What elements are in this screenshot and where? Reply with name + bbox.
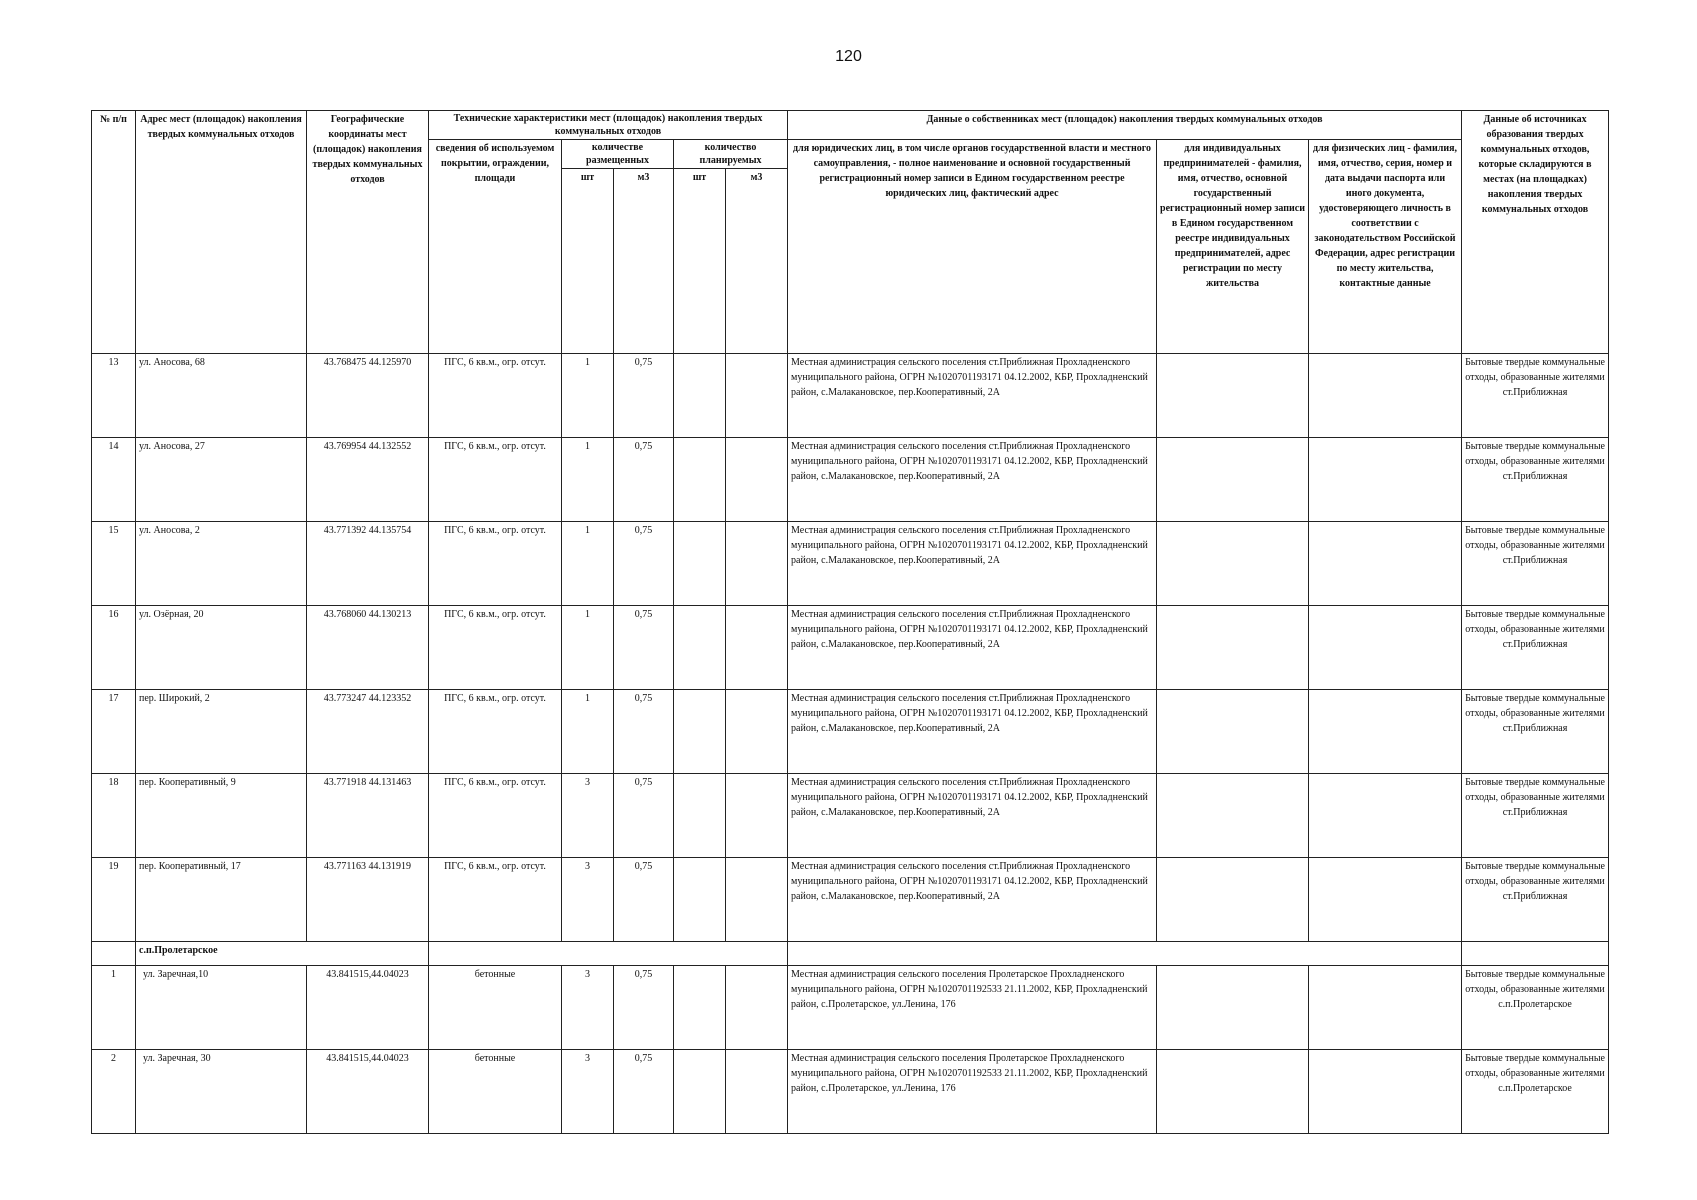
header-qty-planned: количество планируемых [674, 140, 788, 169]
cell-owner-legal: Местная администрация сельского поселения ст.Приближная Прохладненского муниципального района, ОГРН №1020701193171 04.12.2002, КБР, Прохладненский район, с.Малакановское, пер.Кооперативный, 2А [788, 774, 1157, 858]
section-blank [429, 942, 788, 966]
cell-m3-planned [726, 858, 788, 942]
header-m3-planned: м3 [726, 169, 788, 354]
section-title: с.п.Пролетарское [136, 942, 429, 966]
cell-owner-legal: Местная администрация сельского поселения ст.Приближная Прохладненского муниципального района, ОГРН №1020701193171 04.12.2002, КБР, Прохладненский район, с.Малакановское, пер.Кооперативный, 2А [788, 606, 1157, 690]
cell-m3: 0,75 [614, 606, 674, 690]
cell-address: ул. Аносова, 68 [136, 354, 307, 438]
cell-pcs-planned [674, 606, 726, 690]
cell-pcs: 3 [562, 966, 614, 1050]
cell-address: ул. Аносова, 27 [136, 438, 307, 522]
cell-owner-ip [1157, 522, 1309, 606]
cell-source: Бытовые твердые коммунальные отходы, образованные жителями ст.Приближная [1462, 354, 1609, 438]
cell-owner-phys [1309, 858, 1462, 942]
header-phys: для физических лиц - фамилия, имя, отчество, серия, номер и дата выдачи паспорта или иного документа, удостоверяющего личность в соответствии с законодательством Российской Федерации, адрес регистрации по месту жительства, контактные данные [1309, 140, 1462, 354]
cell-address: пер. Кооперативный, 17 [136, 858, 307, 942]
cell-cover: ПГС, 6 кв.м., огр. отсут. [429, 690, 562, 774]
cell-pcs: 1 [562, 354, 614, 438]
header-pcs: шт [562, 169, 614, 354]
cell-cover: бетонные [429, 966, 562, 1050]
cell-m3-planned [726, 354, 788, 438]
cell-address: ул. Озёрная, 20 [136, 606, 307, 690]
cell-owner-legal: Местная администрация сельского поселения ст.Приближная Прохладненского муниципального района, ОГРН №1020701193171 04.12.2002, КБР, Прохладненский район, с.Малакановское, пер.Кооперативный, 2А [788, 522, 1157, 606]
cell-pcs-planned [674, 858, 726, 942]
cell-pcs-planned [674, 354, 726, 438]
cell-owner-legal: Местная администрация сельского поселения ст.Приближная Прохладненского муниципального района, ОГРН №1020701193171 04.12.2002, КБР, Прохладненский район, с.Малакановское, пер.Кооперативный, 2А [788, 858, 1157, 942]
cell-pcs-planned [674, 1050, 726, 1134]
table-row [92, 1050, 1609, 1134]
cell-m3-planned [726, 966, 788, 1050]
cell-pcs: 3 [562, 858, 614, 942]
cell-owner-phys [1309, 354, 1462, 438]
cell-coords: 43.771163 44.131919 [307, 858, 429, 942]
cell-no: 14 [92, 438, 136, 522]
cell-owner-phys [1309, 690, 1462, 774]
section-blank [92, 942, 136, 966]
header-coords: Географические координаты мест (площадок) накопления твердых коммунальных отходов [307, 111, 429, 354]
cell-coords: 43.841515,44.04023 [307, 1050, 429, 1134]
cell-cover: ПГС, 6 кв.м., огр. отсут. [429, 354, 562, 438]
cell-owner-phys [1309, 774, 1462, 858]
cell-cover: ПГС, 6 кв.м., огр. отсут. [429, 606, 562, 690]
cell-m3-planned [726, 1050, 788, 1134]
cell-coords: 43.771392 44.135754 [307, 522, 429, 606]
cell-no: 19 [92, 858, 136, 942]
cell-no: 18 [92, 774, 136, 858]
cell-cover: ПГС, 6 кв.м., огр. отсут. [429, 522, 562, 606]
cell-m3: 0,75 [614, 966, 674, 1050]
cell-owner-legal: Местная администрация сельского поселения ст.Приближная Прохладненского муниципального района, ОГРН №1020701193171 04.12.2002, КБР, Прохладненский район, с.Малакановское, пер.Кооперативный, 2А [788, 354, 1157, 438]
header-sources: Данные об источниках образования твердых коммунальных отходов, которые складируются в местах (на площадках) накопления твердых коммунальных отходов [1462, 111, 1609, 354]
cell-owner-legal: Местная администрация сельского поселения ст.Приближная Прохладненского муниципального района, ОГРН №1020701193171 04.12.2002, КБР, Прохладненский район, с.Малакановское, пер.Кооперативный, 2А [788, 438, 1157, 522]
waste-sites-table [91, 110, 1609, 1134]
cell-cover: бетонные [429, 1050, 562, 1134]
table-row [92, 606, 1609, 690]
header-m3: м3 [614, 169, 674, 354]
section-blank [788, 942, 1462, 966]
cell-pcs: 1 [562, 606, 614, 690]
cell-source: Бытовые твердые коммунальные отходы, образованные жителями ст.Приближная [1462, 774, 1609, 858]
cell-m3-planned [726, 522, 788, 606]
cell-owner-legal: Местная администрация сельского поселения ст.Приближная Прохладненского муниципального района, ОГРН №1020701193171 04.12.2002, КБР, Прохладненский район, с.Малакановское, пер.Кооперативный, 2А [788, 690, 1157, 774]
table-row [92, 354, 1609, 438]
cell-m3: 0,75 [614, 438, 674, 522]
cell-coords: 43.771918 44.131463 [307, 774, 429, 858]
cell-source: Бытовые твердые коммунальные отходы, образованные жителями ст.Приближная [1462, 690, 1609, 774]
cell-no: 2 [92, 1050, 136, 1134]
page-number: 120 [835, 48, 862, 65]
table-row [92, 438, 1609, 522]
header-no: № п/п [92, 111, 136, 354]
cell-pcs-planned [674, 438, 726, 522]
cell-owner-phys [1309, 606, 1462, 690]
table-row [92, 522, 1609, 606]
cell-owner-phys [1309, 522, 1462, 606]
cell-pcs-planned [674, 690, 726, 774]
cell-owner-legal: Местная администрация сельского поселения Пролетарское Прохладненского муниципального района, ОГРН №1020701192533 21.11.2002, КБР, Прохладненский район, с.Пролетарское, ул.Ленина, 176 [788, 966, 1157, 1050]
cell-source: Бытовые твердые коммунальные отходы, образованные жителями ст.Приближная [1462, 606, 1609, 690]
header-legal: для юридических лиц, в том числе органов государственной власти и местного самоуправления, - полное наименование и основной государственный регистрационный номер записи в Едином государственном реестре юридических лиц, фактический адрес [788, 140, 1157, 354]
cell-owner-ip [1157, 690, 1309, 774]
cell-address: ул. Заречная,10 [136, 966, 307, 1050]
cell-owner-phys [1309, 1050, 1462, 1134]
cell-address: пер. Широкий, 2 [136, 690, 307, 774]
cell-pcs-planned [674, 774, 726, 858]
header-address: Адрес мест (площадок) накопления твердых коммунальных отходов [136, 111, 307, 354]
cell-pcs: 3 [562, 774, 614, 858]
cell-m3: 0,75 [614, 522, 674, 606]
header-tech: Технические характеристики мест (площадок) накопления твердых коммунальных отходов [429, 111, 788, 140]
cell-owner-ip [1157, 858, 1309, 942]
table-row [92, 966, 1609, 1050]
cell-m3-planned [726, 438, 788, 522]
table-row [92, 858, 1609, 942]
cell-owner-ip [1157, 438, 1309, 522]
cell-owner-ip [1157, 1050, 1309, 1134]
table-row [92, 774, 1609, 858]
cell-m3: 0,75 [614, 690, 674, 774]
cell-owner-phys [1309, 438, 1462, 522]
cell-address: ул. Заречная, 30 [136, 1050, 307, 1134]
cell-address: пер. Кооперативный, 9 [136, 774, 307, 858]
cell-source: Бытовые твердые коммунальные отходы, образованные жителями с.п.Пролетарское [1462, 1050, 1609, 1134]
cell-owner-legal: Местная администрация сельского поселения Пролетарское Прохладненского муниципального района, ОГРН №1020701192533 21.11.2002, КБР, Прохладненский район, с.Пролетарское, ул.Ленина, 176 [788, 1050, 1157, 1134]
cell-cover: ПГС, 6 кв.м., огр. отсут. [429, 774, 562, 858]
cell-owner-phys [1309, 966, 1462, 1050]
cell-source: Бытовые твердые коммунальные отходы, образованные жителями ст.Приближная [1462, 522, 1609, 606]
cell-cover: ПГС, 6 кв.м., огр. отсут. [429, 438, 562, 522]
cell-m3-planned [726, 774, 788, 858]
cell-owner-ip [1157, 774, 1309, 858]
cell-m3: 0,75 [614, 858, 674, 942]
cell-owner-ip [1157, 606, 1309, 690]
table-row [92, 690, 1609, 774]
cell-cover: ПГС, 6 кв.м., огр. отсут. [429, 858, 562, 942]
cell-no: 16 [92, 606, 136, 690]
cell-pcs: 3 [562, 1050, 614, 1134]
cell-coords: 43.769954 44.132552 [307, 438, 429, 522]
cell-coords: 43.768060 44.130213 [307, 606, 429, 690]
header-ip: для индивидуальных предпринимателей - фамилия, имя, отчество, основной государственный регистрационный номер записи в Едином государственном реестре индивидуальных предпринимателей, адрес регистрации по месту жительства [1157, 140, 1309, 354]
cell-source: Бытовые твердые коммунальные отходы, образованные жителями ст.Приближная [1462, 438, 1609, 522]
cell-owner-ip [1157, 966, 1309, 1050]
cell-m3: 0,75 [614, 354, 674, 438]
cell-m3: 0,75 [614, 774, 674, 858]
cell-coords: 43.841515,44.04023 [307, 966, 429, 1050]
cell-source: Бытовые твердые коммунальные отходы, образованные жителями с.п.Пролетарское [1462, 966, 1609, 1050]
cell-coords: 43.768475 44.125970 [307, 354, 429, 438]
cell-m3-planned [726, 690, 788, 774]
cell-m3-planned [726, 606, 788, 690]
cell-pcs-planned [674, 522, 726, 606]
cell-no: 15 [92, 522, 136, 606]
cell-pcs: 1 [562, 690, 614, 774]
header-cover: сведения об используемом покрытии, ограждении, площади [429, 140, 562, 354]
cell-pcs: 1 [562, 438, 614, 522]
section-row [92, 942, 1609, 966]
cell-pcs-planned [674, 966, 726, 1050]
cell-no: 1 [92, 966, 136, 1050]
cell-address: ул. Аносова, 2 [136, 522, 307, 606]
cell-no: 17 [92, 690, 136, 774]
cell-pcs: 1 [562, 522, 614, 606]
cell-source: Бытовые твердые коммунальные отходы, образованные жителями ст.Приближная [1462, 858, 1609, 942]
cell-no: 13 [92, 354, 136, 438]
cell-m3: 0,75 [614, 1050, 674, 1134]
section-blank [1462, 942, 1609, 966]
cell-owner-ip [1157, 354, 1309, 438]
header-qty-placed: количестве размещенных [562, 140, 674, 169]
cell-coords: 43.773247 44.123352 [307, 690, 429, 774]
header-owners: Данные о собственниках мест (площадок) накопления твердых коммунальных отходов [788, 111, 1462, 140]
header-pcs-planned: шт [674, 169, 726, 354]
